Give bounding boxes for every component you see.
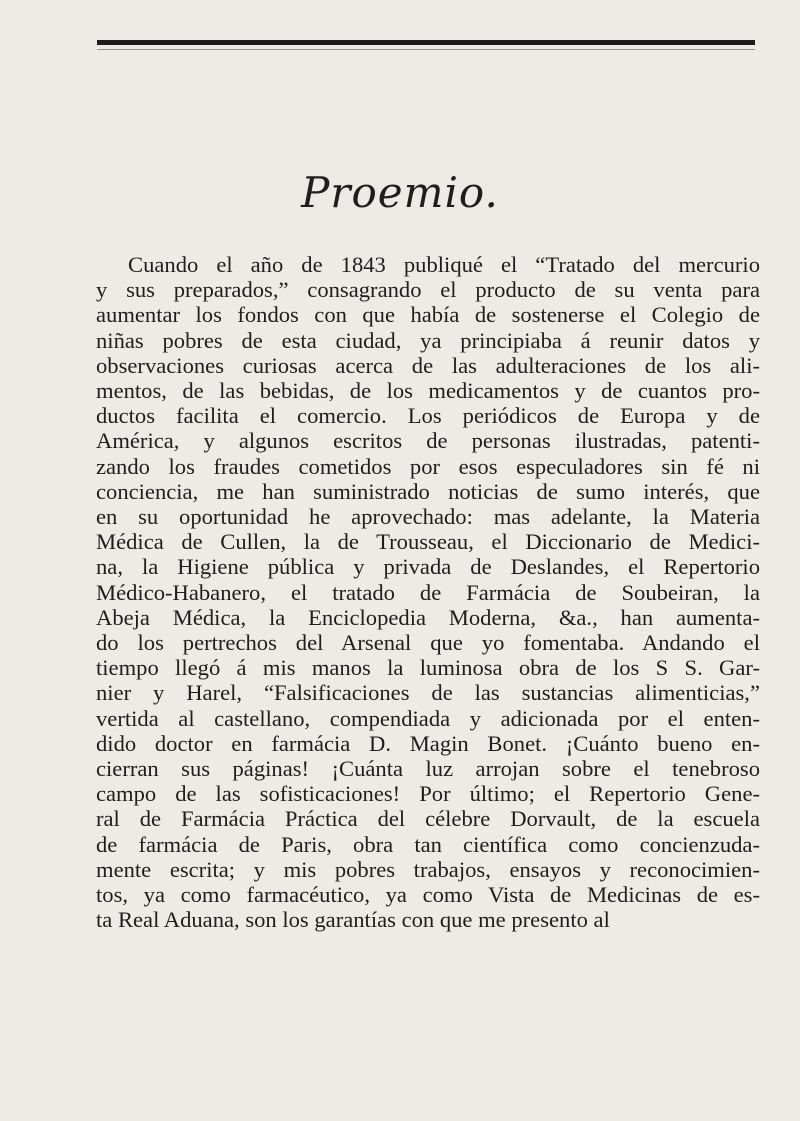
- text-line: aumentar los fondos con que había de sostenerse el Colegio de: [96, 302, 760, 328]
- text-line: tiempo llegó á mis manos la luminosa obra de los S S. Gar-: [96, 655, 760, 681]
- text-line: tos, ya como farmacéutico, ya como Vista de Medicinas de es-: [96, 882, 760, 908]
- text-line: conciencia, me han suministrado noticias de sumo interés, que: [96, 478, 760, 504]
- page-heading: Proemio.: [301, 168, 499, 217]
- text-line: y sus preparados,” consagrando el producto de su venta para: [96, 277, 760, 303]
- text-line: observaciones curiosas acerca de las adulteraciones de los ali-: [96, 352, 760, 378]
- text-line: Médica de Cullen, la de Trousseau, el Diccionario de Medici-: [96, 529, 760, 555]
- body-text: [96, 252, 760, 932]
- text-line: vertida al castellano, compendiada y adicionada por el enten-: [96, 705, 760, 731]
- text-line: de farmácia de Paris, obra tan científica como concienzuda-: [96, 831, 760, 857]
- text-line: mentos, de las bebidas, de los medicamentos y de cuantos pro-: [96, 378, 760, 404]
- text-line: nier y Harel, “Falsificaciones de las sustancias alimenticias,”: [96, 680, 760, 706]
- text-line: Abeja Médica, la Enciclopedia Moderna, &a., han aumenta-: [96, 604, 760, 630]
- text-line: na, la Higiene pública y privada de Deslandes, el Repertorio: [96, 554, 760, 580]
- text-line: ta Real Aduana, son los garantías con que me presento al: [96, 907, 610, 933]
- top-rule-thin: [97, 49, 755, 50]
- text-line: ductos facilita el comercio. Los periódicos de Europa y de: [96, 403, 760, 429]
- text-line: Médico-Habanero, el tratado de Farmácia de Soubeiran, la: [96, 579, 760, 605]
- text-line: dido doctor en farmácia D. Magin Bonet. ¡Cuánto bueno en-: [96, 730, 760, 756]
- text-line: campo de las sofisticaciones! Por último; el Repertorio Gene-: [96, 781, 760, 807]
- text-line: en su oportunidad he aprovechado: mas adelante, la Materia: [96, 504, 760, 530]
- text-line: Cuando el año de 1843 publiqué el “Tratado del mercurio: [128, 252, 760, 277]
- text-line: América, y algunos escritos de personas ilustradas, patenti-: [96, 428, 760, 454]
- text-line: ral de Farmácia Práctica del célebre Dorvault, de la escuela: [96, 806, 760, 832]
- text-line: do los pertrechos del Arsenal que yo fomentaba. Andando el: [96, 630, 760, 656]
- text-line: zando los fraudes cometidos por esos especuladores sin fé ni: [96, 453, 760, 479]
- text-line: mente escrita; y mis pobres trabajos, ensayos y reconocimien-: [96, 856, 760, 882]
- top-rule: [97, 40, 755, 45]
- text-line: cierran sus páginas! ¡Cuánta luz arrojan sobre el tenebroso: [96, 756, 760, 782]
- text-line: niñas pobres de esta ciudad, ya principiaba á reunir datos y: [96, 327, 760, 353]
